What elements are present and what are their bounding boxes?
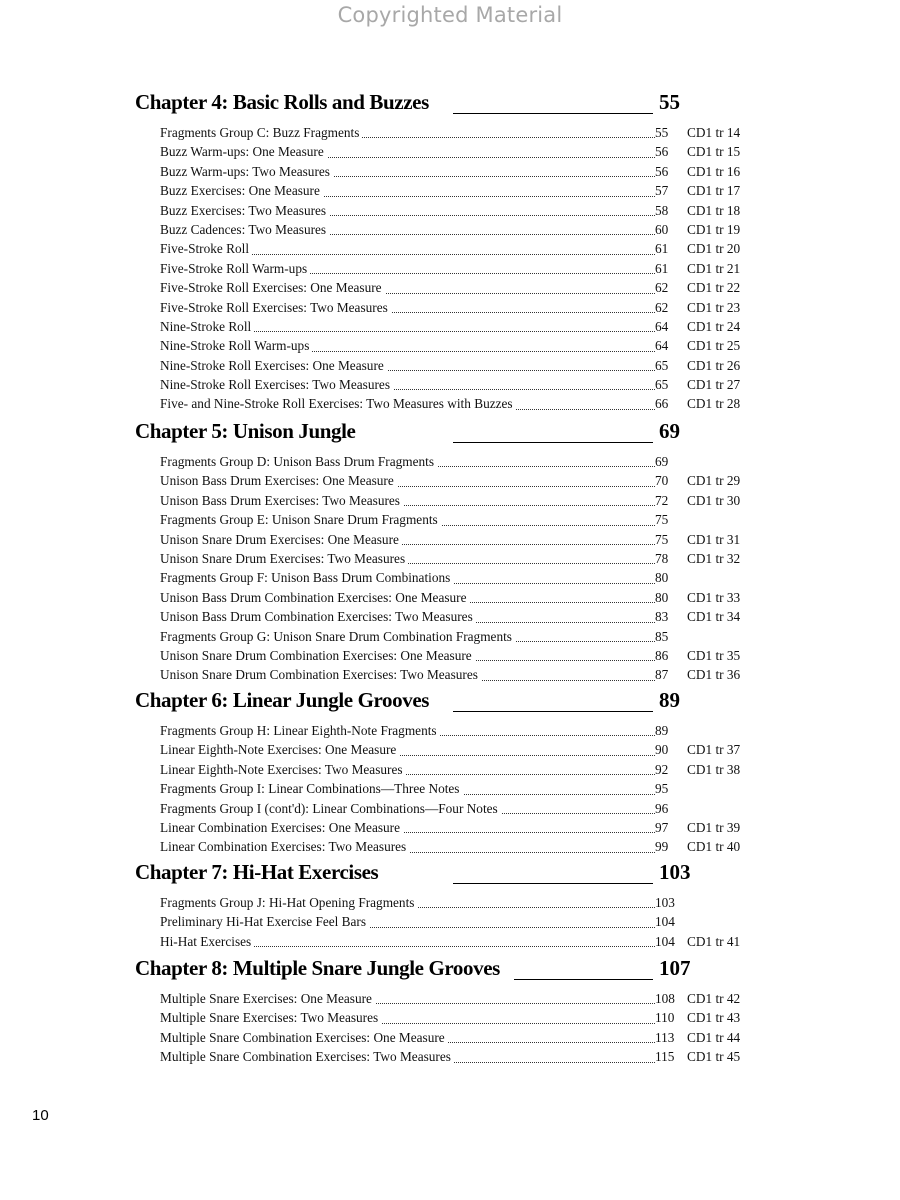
entry-title [160, 837, 655, 856]
entry-page-number: 80 [655, 570, 669, 586]
entry-title [160, 721, 655, 740]
entry-title [160, 760, 655, 779]
entry-page-number: 104 [655, 933, 675, 949]
chapter-leader-line [453, 711, 653, 712]
entry-cd-track: CD1 tr 29 [687, 473, 741, 489]
entry-page-number: 92 [655, 761, 669, 777]
entry-title [160, 607, 655, 626]
entry-page-number: 57 [655, 183, 669, 199]
chapter-section [135, 418, 895, 685]
chapter-page-number: 69 [659, 419, 680, 443]
toc-entry [135, 239, 895, 258]
entry-title-text: Fragments Group E: Unison Snare Drum Fragments [160, 512, 441, 527]
entry-cd-track: CD1 tr 14 [687, 125, 741, 140]
toc-entry [135, 588, 895, 607]
entry-title [160, 1008, 655, 1027]
entry-page-number: 87 [655, 667, 669, 683]
entry-title-text: Five-Stroke Roll [160, 241, 252, 256]
entry-title [160, 588, 655, 607]
entry-page-number: 65 [655, 377, 669, 393]
page-number: 10 [32, 1107, 49, 1124]
entry-title [160, 510, 655, 529]
toc-entry [135, 181, 895, 200]
toc-entry [135, 201, 895, 220]
entry-cd-track: CD1 tr 39 [687, 819, 741, 835]
chapter-title: Chapter 4: Basic Rolls and Buzzes [135, 90, 429, 114]
toc-entry [135, 760, 895, 779]
entry-page-number: 56 [655, 163, 669, 179]
entry-title-text: Unison Bass Drum Combination Exercises: One Measure [160, 590, 470, 605]
entry-title-text: Nine-Stroke Roll Warm-ups [160, 338, 312, 353]
entry-page-number: 80 [655, 589, 669, 605]
entry-title-text: Unison Bass Drum Exercises: Two Measures [160, 493, 403, 508]
chapter-section [135, 89, 895, 414]
entry-title [160, 336, 655, 355]
entry-title [160, 317, 655, 336]
entry-cd-track: CD1 tr 17 [687, 183, 741, 199]
entry-page-number: 78 [655, 550, 669, 566]
chapter-page-number: 55 [659, 90, 680, 114]
entry-title-text: Five-Stroke Roll Exercises: One Measure [160, 280, 385, 295]
toc-entry [135, 989, 895, 1008]
entry-page-number: 56 [655, 144, 669, 160]
toc-entry [135, 912, 895, 931]
entry-cd-track: CD1 tr 31 [687, 531, 741, 547]
toc-entry [135, 818, 895, 837]
entry-cd-track: CD1 tr 20 [687, 241, 741, 257]
toc-entry [135, 394, 895, 413]
entry-title-text: Five- and Nine-Stroke Roll Exercises: Two Measures with Buzzes [160, 396, 516, 411]
entry-cd-track: CD1 tr 26 [687, 357, 741, 373]
entry-page-number: 103 [655, 895, 675, 910]
entry-page-number: 90 [655, 742, 669, 758]
entry-title [160, 142, 655, 161]
entry-cd-track: CD1 tr 45 [687, 1049, 741, 1065]
chapter-page-number: 103 [659, 860, 691, 884]
chapter-section [135, 859, 895, 951]
entry-page-number: 66 [655, 396, 669, 412]
entry-page-number: 70 [655, 473, 669, 489]
entry-title-text: Linear Eighth-Note Exercises: One Measure [160, 742, 399, 757]
entry-page-number: 113 [655, 1029, 675, 1045]
entry-cd-track: CD1 tr 30 [687, 492, 741, 508]
entry-title-text: Unison Snare Drum Combination Exercises: Two Measures [160, 667, 481, 682]
entry-page-number: 62 [655, 299, 669, 315]
entry-title [160, 779, 655, 798]
entry-title-text: Unison Bass Drum Exercises: One Measure [160, 473, 397, 488]
entry-title [160, 452, 655, 471]
entry-title-text: Fragments Group F: Unison Bass Drum Combinations [160, 570, 453, 585]
entry-title-text: Fragments Group H: Linear Eighth-Note Fragments [160, 723, 440, 738]
entry-title-text: Multiple Snare Combination Exercises: Two Measures [160, 1049, 454, 1064]
entry-title-text: Buzz Exercises: Two Measures [160, 203, 329, 218]
toc-entry [135, 799, 895, 818]
entry-page-number: 115 [655, 1049, 675, 1065]
chapter-heading [135, 418, 895, 452]
chapter-title: Chapter 5: Unison Jungle [135, 419, 356, 443]
entry-title [160, 471, 655, 490]
entry-title [160, 123, 655, 142]
entry-page-number: 72 [655, 492, 669, 508]
toc-entry [135, 779, 895, 798]
entry-page-number: 96 [655, 800, 669, 816]
toc-entry [135, 356, 895, 375]
entry-page-number: 58 [655, 202, 669, 218]
entry-page-number: 86 [655, 647, 669, 663]
entry-title [160, 220, 655, 239]
entry-title-text: Five-Stroke Roll Exercises: Two Measures [160, 300, 391, 315]
chapter-leader-line [453, 113, 653, 114]
entry-cd-track: CD1 tr 23 [687, 299, 741, 315]
toc-entry [135, 646, 895, 665]
entry-title [160, 912, 655, 931]
entry-page-number: 83 [655, 609, 669, 625]
toc-entry [135, 298, 895, 317]
entry-page-number: 110 [655, 1010, 675, 1026]
entry-page-number: 75 [655, 531, 669, 547]
entry-title-text: Multiple Snare Exercises: One Measure [160, 991, 375, 1006]
chapter-title: Chapter 7: Hi-Hat Exercises [135, 860, 379, 884]
entry-title [160, 893, 655, 912]
copyright-watermark: Copyrighted Material [337, 3, 563, 27]
entry-cd-track: CD1 tr 32 [687, 550, 741, 566]
entry-title-text: Unison Bass Drum Combination Exercises: Two Measures [160, 609, 476, 624]
toc-entry [135, 510, 895, 529]
toc-entry [135, 530, 895, 549]
entry-title-text: Hi-Hat Exercises [160, 934, 254, 949]
entry-title [160, 491, 655, 510]
entry-cd-track: CD1 tr 22 [687, 280, 741, 296]
entry-title-text: Preliminary Hi-Hat Exercise Feel Bars [160, 914, 369, 929]
entry-page-number: 62 [655, 280, 669, 296]
entry-title-text: Linear Combination Exercises: Two Measures [160, 839, 409, 854]
toc-entry [135, 1028, 895, 1047]
entry-cd-track: CD1 tr 16 [687, 163, 741, 179]
entry-page-number: 69 [655, 454, 669, 469]
chapter-heading [135, 859, 895, 893]
entry-title-text: Fragments Group D: Unison Bass Drum Fragments [160, 454, 437, 469]
entry-page-number: 108 [655, 991, 675, 1006]
entry-page-number: 60 [655, 221, 669, 237]
entry-title [160, 375, 655, 394]
entry-title [160, 627, 655, 646]
entry-title-text: Fragments Group I (cont'd): Linear Combinations—Four Notes [160, 801, 501, 816]
entry-title [160, 799, 655, 818]
entry-title [160, 356, 655, 375]
entry-title [160, 278, 655, 297]
toc-entry [135, 220, 895, 239]
entry-cd-track: CD1 tr 41 [687, 933, 741, 949]
entry-title [160, 259, 655, 278]
entry-title-text: Nine-Stroke Roll [160, 319, 254, 334]
entry-cd-track: CD1 tr 19 [687, 221, 741, 237]
entry-title [160, 989, 655, 1008]
entry-cd-track: CD1 tr 35 [687, 647, 741, 663]
toc-entry [135, 1008, 895, 1027]
chapter-leader-line [453, 442, 653, 443]
entry-title [160, 394, 655, 413]
entry-title [160, 298, 655, 317]
entry-title-text: Linear Combination Exercises: One Measure [160, 820, 403, 835]
entry-cd-track: CD1 tr 27 [687, 377, 741, 393]
entry-title-text: Fragments Group I: Linear Combinations—Three Notes [160, 781, 463, 796]
chapter-section [135, 687, 895, 857]
entry-title [160, 740, 655, 759]
entry-cd-track: CD1 tr 25 [687, 338, 741, 354]
toc-entry [135, 893, 895, 912]
chapter-heading [135, 89, 895, 123]
chapter-page-number: 107 [659, 956, 691, 980]
entry-cd-track: CD1 tr 44 [687, 1029, 741, 1045]
entry-cd-track: CD1 tr 34 [687, 609, 741, 625]
toc-entry [135, 665, 895, 684]
toc-entry [135, 549, 895, 568]
entry-title-text: Buzz Cadences: Two Measures [160, 222, 329, 237]
entry-page-number: 89 [655, 723, 669, 738]
entry-cd-track: CD1 tr 24 [687, 318, 741, 334]
toc-entry [135, 317, 895, 336]
toc-entry [135, 607, 895, 626]
entry-title [160, 646, 655, 665]
entry-title [160, 1028, 655, 1047]
chapter-title: Chapter 6: Linear Jungle Grooves [135, 688, 430, 712]
entry-title [160, 530, 655, 549]
entry-title [160, 665, 655, 684]
toc-entry [135, 259, 895, 278]
entry-page-number: 61 [655, 260, 669, 276]
chapter-heading [135, 687, 895, 721]
entry-page-number: 75 [655, 512, 669, 528]
toc-entry [135, 142, 895, 161]
entry-cd-track: CD1 tr 28 [687, 396, 741, 412]
toc-entry [135, 491, 895, 510]
entry-title-text: Buzz Exercises: One Measure [160, 183, 323, 198]
entry-title-text: Nine-Stroke Roll Exercises: Two Measures [160, 377, 393, 392]
entry-title-text: Fragments Group J: Hi-Hat Opening Fragments [160, 895, 417, 910]
toc-entry [135, 568, 895, 587]
chapter-page-number: 89 [659, 688, 680, 712]
toc-entry [135, 278, 895, 297]
toc-entry [135, 123, 895, 142]
entry-title [160, 818, 655, 837]
toc-entry [135, 162, 895, 181]
toc-entry [135, 721, 895, 740]
entry-title-text: Unison Snare Drum Combination Exercises: One Measure [160, 648, 475, 663]
entry-title [160, 201, 655, 220]
toc-entry [135, 375, 895, 394]
toc-entry [135, 740, 895, 759]
entry-page-number: 85 [655, 628, 669, 644]
entry-title-text: Five-Stroke Roll Warm-ups [160, 261, 310, 276]
chapter-leader-line [514, 979, 653, 980]
chapter-heading [135, 955, 895, 989]
toc-entry [135, 336, 895, 355]
entry-cd-track: CD1 tr 21 [687, 260, 741, 276]
entry-cd-track: CD1 tr 38 [687, 761, 741, 777]
entry-title [160, 1047, 655, 1066]
entry-page-number: 64 [655, 318, 669, 334]
entry-title [160, 181, 655, 200]
entry-title-text: Buzz Warm-ups: One Measure [160, 144, 327, 159]
entry-title-text: Multiple Snare Exercises: Two Measures [160, 1010, 381, 1025]
entry-title-text: Fragments Group G: Unison Snare Drum Combination Fragments [160, 629, 515, 644]
toc-entry [135, 932, 895, 951]
chapter-title: Chapter 8: Multiple Snare Jungle Grooves [135, 956, 500, 980]
entry-title-text: Buzz Warm-ups: Two Measures [160, 164, 333, 179]
entry-title [160, 932, 655, 951]
chapter-section [135, 955, 895, 1067]
entry-cd-track: CD1 tr 18 [687, 202, 741, 218]
entry-title-text: Multiple Snare Combination Exercises: One Measure [160, 1030, 448, 1045]
entry-page-number: 65 [655, 357, 669, 373]
entry-title-text: Unison Snare Drum Exercises: One Measure [160, 532, 402, 547]
entry-cd-track: CD1 tr 33 [687, 589, 741, 605]
entry-title-text: Linear Eighth-Note Exercises: Two Measures [160, 762, 406, 777]
entry-cd-track: CD1 tr 42 [687, 991, 741, 1006]
entry-cd-track: CD1 tr 43 [687, 1010, 741, 1026]
entry-title-text: Unison Snare Drum Exercises: Two Measures [160, 551, 408, 566]
entry-cd-track: CD1 tr 15 [687, 144, 741, 160]
entry-page-number: 104 [655, 914, 675, 930]
entry-title [160, 549, 655, 568]
entry-page-number: 61 [655, 241, 669, 257]
entry-page-number: 64 [655, 338, 669, 354]
entry-title [160, 162, 655, 181]
entry-cd-track: CD1 tr 37 [687, 742, 741, 758]
toc-entry [135, 471, 895, 490]
toc-entry [135, 627, 895, 646]
toc-entry [135, 837, 895, 856]
entry-title [160, 239, 655, 258]
toc-entry [135, 452, 895, 471]
entry-cd-track: CD1 tr 36 [687, 667, 741, 683]
entry-page-number: 55 [655, 125, 669, 140]
entry-page-number: 97 [655, 819, 669, 835]
toc-entry [135, 1047, 895, 1066]
entry-page-number: 95 [655, 781, 669, 797]
entry-title-text: Nine-Stroke Roll Exercises: One Measure [160, 358, 387, 373]
entry-cd-track: CD1 tr 40 [687, 839, 741, 855]
chapter-leader-line [453, 883, 653, 884]
entry-page-number: 99 [655, 839, 669, 855]
entry-title-text: Fragments Group C: Buzz Fragments [160, 125, 362, 140]
entry-title [160, 568, 655, 587]
